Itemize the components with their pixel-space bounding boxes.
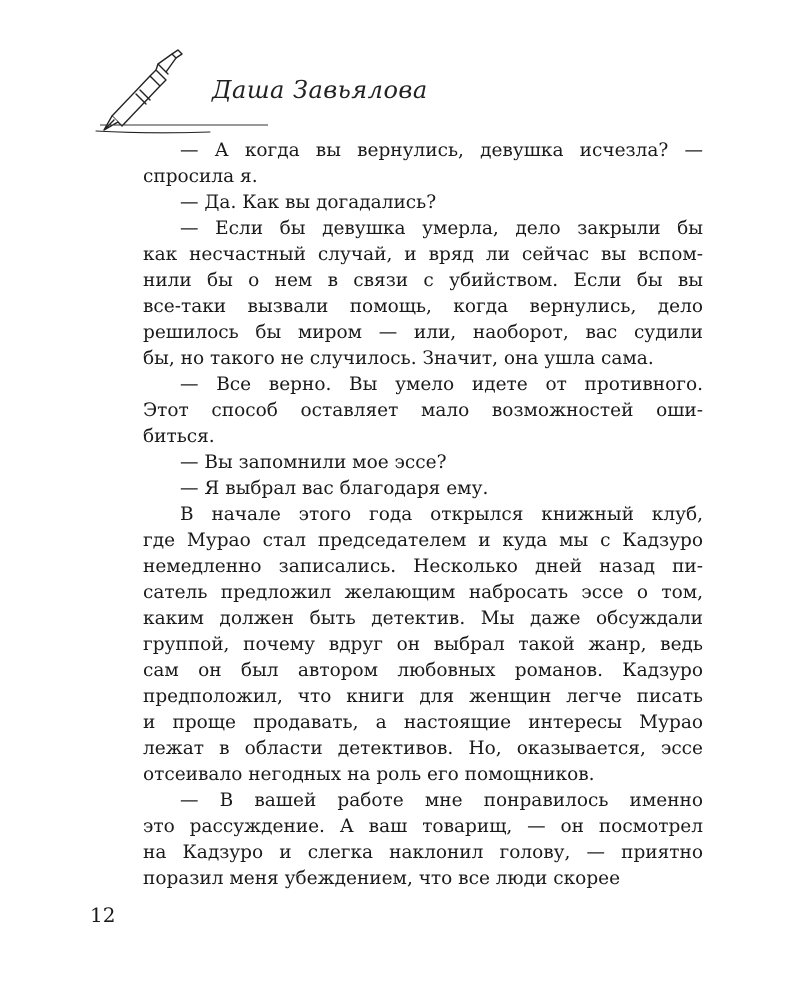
- text-line: — Вы запомнили мое эссе?: [180, 452, 447, 473]
- text-line: немедленно записались. Несколько дней назад пи-: [143, 556, 703, 577]
- paragraph: [143, 788, 703, 892]
- text-line: — Да. Как вы догадались?: [180, 192, 437, 213]
- body-text: [143, 138, 703, 892]
- text-line: — Если бы девушка умерла, дело закрыли бы: [180, 218, 703, 239]
- paragraph: [143, 190, 703, 216]
- text-line: на Кадзуро и слегка наклонил голову, — приятно: [143, 842, 703, 863]
- text-line: где Мурао стал председателем и куда мы с Кадзуро: [143, 530, 703, 551]
- text-line: поразил меня убеждением, что все люди скорее: [143, 868, 621, 889]
- paragraph: [143, 502, 703, 788]
- text-line: — В вашей работе мне понравилось именно: [180, 790, 703, 811]
- text-line: как несчастный случай, и вряд ли сейчас вы вспом-: [143, 244, 703, 265]
- running-header: [90, 40, 450, 135]
- text-line: группой, почему вдруг он выбрал такой жанр, ведь: [143, 634, 703, 655]
- author-name: Даша Завьялова: [212, 76, 428, 104]
- text-line: все-таки вызвали помощь, когда вернулись, дело: [143, 296, 703, 317]
- text-line: сам он был автором любовных романов. Кадзуро: [143, 660, 703, 681]
- text-line: и проще продавать, а настоящие интересы Мурао: [143, 712, 703, 733]
- paragraph: [143, 138, 703, 190]
- text-line: спросила я.: [143, 166, 258, 187]
- text-line: решилось бы миром — или, наоборот, вас судили: [143, 322, 703, 343]
- text-line: бы, но такого не случилось. Значит, она ушла сама.: [143, 348, 654, 369]
- text-line: Этот способ оставляет мало возможностей оши-: [143, 400, 703, 421]
- text-line: предположил, что книги для женщин легче писать: [143, 686, 703, 707]
- text-line: отсеивало негодных на роль его помощников.: [143, 764, 595, 785]
- text-line: — А когда вы вернулись, девушка исчезла? —: [180, 140, 703, 161]
- text-line: это рассуждение. А ваш товарищ, — он посмотрел: [143, 816, 703, 837]
- text-line: — Я выбрал вас благодаря ему.: [180, 478, 489, 499]
- text-line: биться.: [143, 426, 215, 447]
- text-line: лежат в области детективов. Но, оказывается, эссе: [143, 738, 703, 759]
- text-line: нили бы о нем в связи с убийством. Если бы вы: [143, 270, 703, 291]
- text-line: — Все верно. Вы умело идете от противного.: [180, 374, 703, 395]
- text-line: сатель предложил желающим набросать эссе о том,: [143, 582, 703, 603]
- paragraph: [143, 216, 703, 372]
- page-number: 12: [90, 903, 116, 927]
- text-line: каким должен быть детектив. Мы даже обсуждали: [143, 608, 703, 629]
- paragraph: [143, 476, 703, 502]
- paragraph: [143, 372, 703, 450]
- paragraph: [143, 450, 703, 476]
- text-line: В начале этого года открылся книжный клуб,: [180, 504, 703, 525]
